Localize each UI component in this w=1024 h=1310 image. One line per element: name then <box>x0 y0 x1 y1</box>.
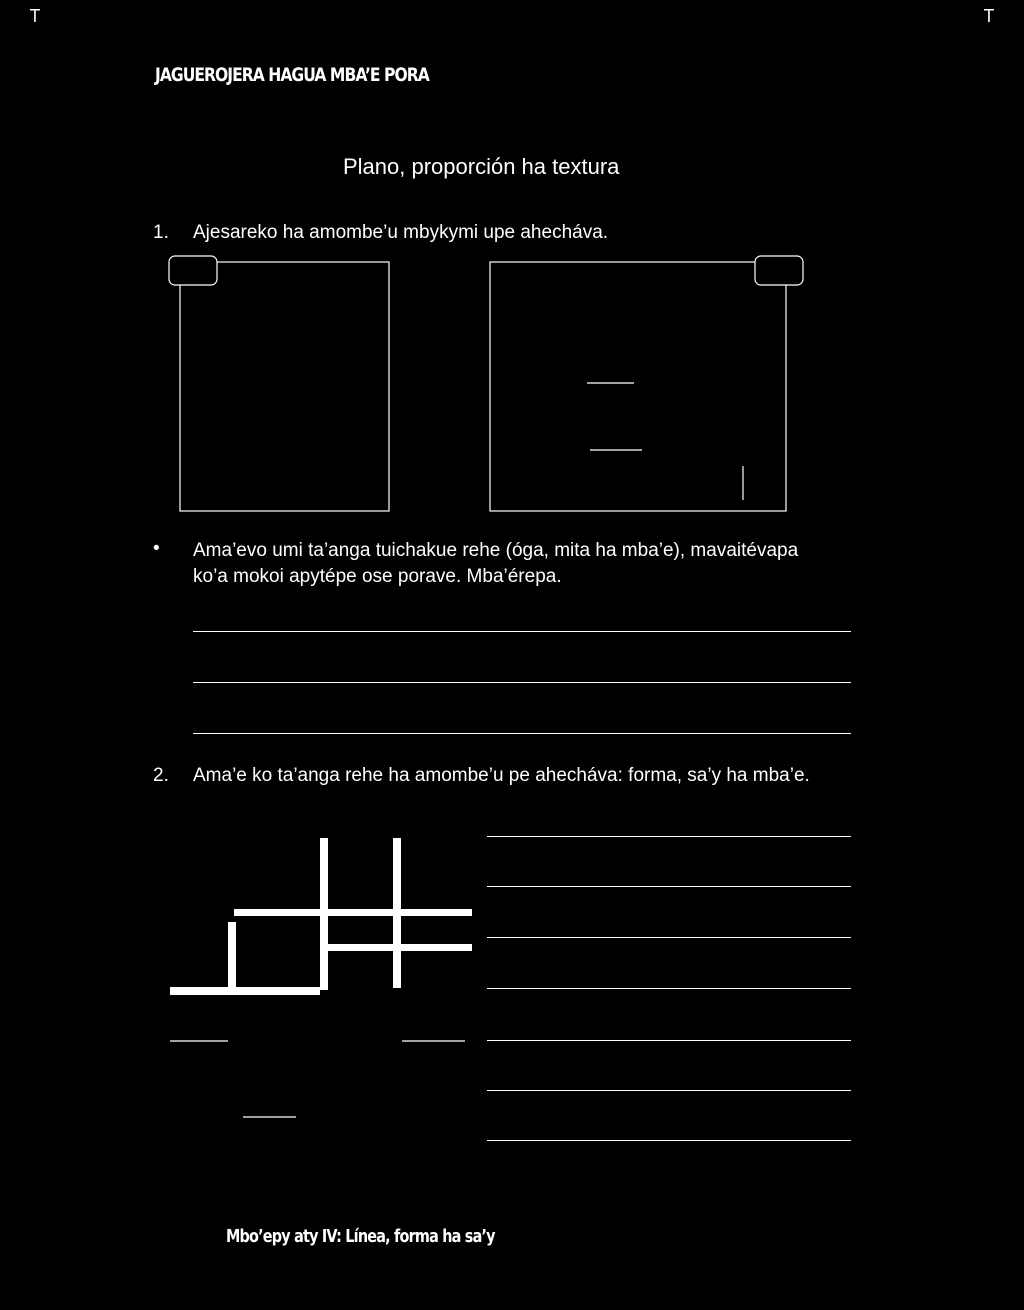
page-footer: Mbo’epy aty IV: Línea, forma ha sa’y <box>226 1226 495 1247</box>
figure-bar <box>234 909 472 916</box>
figure-bar <box>228 922 236 992</box>
answer-line-q2[interactable] <box>487 836 851 837</box>
answer-line-q2[interactable] <box>487 1040 851 1041</box>
question-2-number: 2. <box>153 765 169 786</box>
page-header: JAGUEROJERA HAGUA MBA’E PORA <box>155 64 429 86</box>
figure-bar <box>170 987 320 995</box>
bullet-text-line-2: ko’a mokoi apytépe ose porave. Mba’érepa. <box>193 566 562 587</box>
answer-line-q2[interactable] <box>487 988 851 989</box>
corner-mark-left: T <box>30 6 40 27</box>
question-1-number: 1. <box>153 222 169 243</box>
answer-line-q2[interactable] <box>487 1090 851 1091</box>
bullet-text-line-1: Ama’evo umi ta’anga tuichakue rehe (óga, mita ha mba’e), mavaitévapa <box>193 540 799 561</box>
answer-line-q2[interactable] <box>487 1140 851 1141</box>
answer-line-q2[interactable] <box>487 886 851 887</box>
answer-line-q2[interactable] <box>487 937 851 938</box>
corner-mark-right: T <box>984 6 994 27</box>
bullet-symbol: • <box>153 538 160 559</box>
page-title: Plano, proporción ha textura <box>343 154 620 179</box>
question-2-text: Ama’e ko ta’anga rehe ha amombe’u pe ahecháva: forma, sa’y ha mba’e. <box>193 765 810 786</box>
figure-bar <box>328 944 472 951</box>
question-1-text: Ajesareko ha amombe’u mbykymi upe ahecháva. <box>193 222 609 243</box>
